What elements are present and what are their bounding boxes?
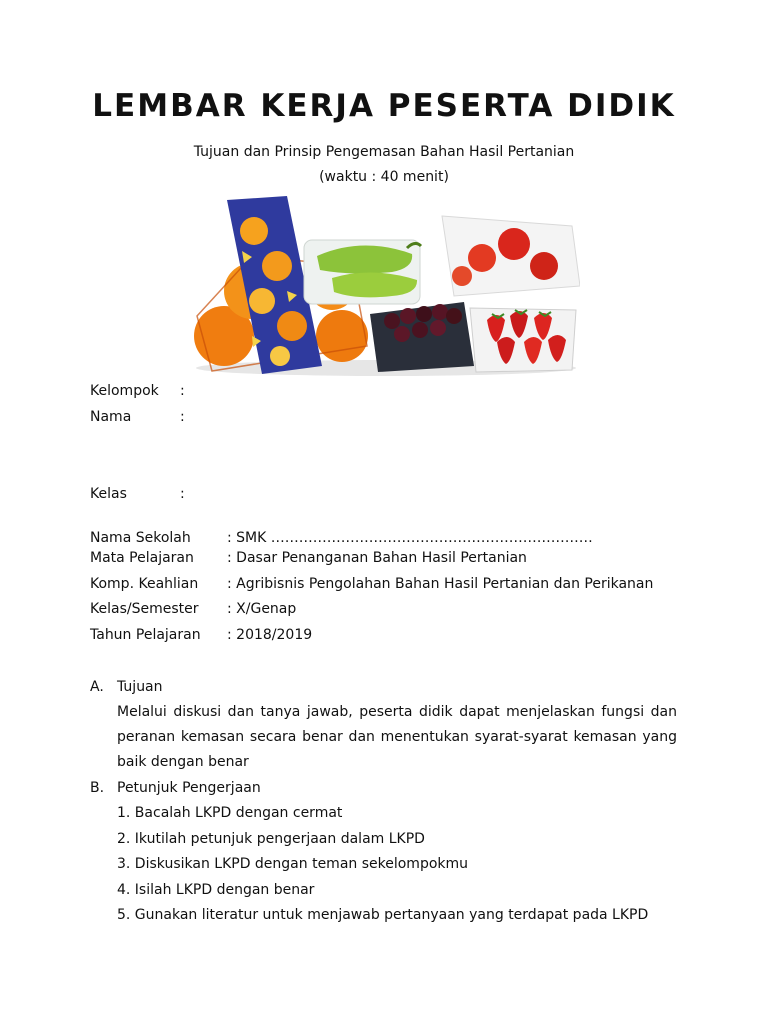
school-year-row: [90, 627, 313, 643]
section-b-letter: B.: [90, 780, 105, 796]
section-b-heading: [90, 780, 261, 796]
subject-row: [90, 550, 527, 566]
packaged-produce-image: [192, 196, 580, 378]
expertise-value: : Agribisnis Pengolahan Bahan Hasil Pertanian dan Perikanan: [227, 576, 654, 592]
expertise-label: Komp. Keahlian: [90, 576, 199, 592]
group-colon: :: [180, 383, 185, 399]
group-label: Kelompok: [90, 383, 159, 399]
instruction-step-4: 4. Isilah LKPD dengan benar: [117, 882, 315, 898]
instruction-step-3: 3. Diskusikan LKPD dengan teman sekelompokmu: [117, 856, 469, 872]
expertise-row: [90, 576, 654, 592]
section-a-title: Tujuan: [117, 679, 163, 695]
instruction-step-5: 5. Gunakan literatur untuk menjawab pertanyaan yang terdapat pada LKPD: [117, 907, 649, 923]
worksheet-duration: (waktu : 40 menit): [319, 169, 449, 185]
section-a-letter: A.: [90, 679, 104, 695]
class-field: [90, 486, 185, 502]
subject-value: : Dasar Penanganan Bahan Hasil Pertanian: [227, 550, 527, 566]
school-year-label: Tahun Pelajaran: [90, 627, 201, 643]
section-a-body: Melalui diskusi dan tanya jawab, peserta didik dapat menjelaskan fungsi dan peranan kemasan secara benar dan menentukan syarat-syarat kemasan yang baik dengan benar: [117, 704, 677, 770]
class-colon: :: [180, 486, 185, 502]
class-label: Kelas: [90, 486, 127, 502]
name-field: [90, 409, 185, 425]
worksheet-subtitle: Tujuan dan Prinsip Pengemasan Bahan Hasil Pertanian: [193, 144, 575, 160]
school-name-label: Nama Sekolah: [90, 530, 191, 546]
section-a-heading: [90, 679, 163, 695]
worksheet-title: LEMBAR KERJA PESERTA DIDIK: [92, 88, 676, 124]
school-name-row: [90, 530, 593, 546]
subject-label: Mata Pelajaran: [90, 550, 194, 566]
school-year-value: : 2018/2019: [227, 627, 313, 643]
group-field: [90, 383, 185, 399]
section-b-title: Petunjuk Pengerjaan: [117, 780, 261, 796]
instruction-step-1: 1. Bacalah LKPD dengan cermat: [117, 805, 343, 821]
school-name-value: : SMK ……………………………………………………………: [227, 530, 593, 546]
class-semester-value: : X/Genap: [227, 601, 297, 617]
class-semester-row: [90, 601, 297, 617]
instruction-step-2: 2. Ikutilah petunjuk pengerjaan dalam LKPD: [117, 831, 425, 847]
name-colon: :: [180, 409, 185, 425]
class-semester-label: Kelas/Semester: [90, 601, 199, 617]
name-label: Nama: [90, 409, 132, 425]
